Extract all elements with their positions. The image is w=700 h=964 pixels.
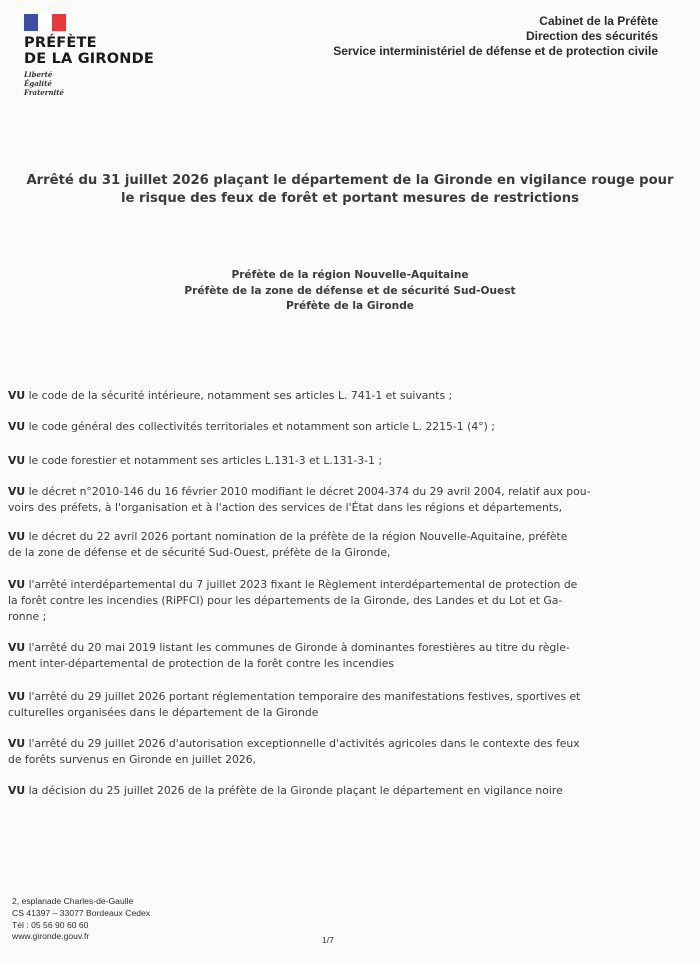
french-flag-icon [24,14,66,31]
consideration-text: de la zone de défense et de sécurité Sud-Ouest, préfète de la Gironde, [8,546,391,559]
consideration-8 [8,689,694,721]
motto-egalite: Égalité [24,79,52,88]
decree-title [12,172,688,208]
decree-title-line1: Arrêté du 31 juillet 2026 plaçant le département de la Gironde en vigilance rouge pour [26,173,674,188]
consideration-text: l'arrêté du 29 juillet 2026 d'autorisation exceptionnelle d'activités agricoles dans le contexte des feux [28,737,580,750]
consideration-text: l'arrêté interdépartemental du 7 juillet 2023 fixant le Règlement interdépartemental de protection de [28,578,578,591]
authority-region: Préfète de la région Nouvelle-Aquitaine [231,269,469,281]
consideration-7 [8,640,694,672]
consideration-text: ment inter-départemental de protection de la forêt contre les incendies [8,657,394,670]
consideration-text: voirs des préfets, à l'organisation et à l'action des services de l'État dans les régions et départements, [8,501,563,514]
vu-keyword: VU [8,784,26,797]
decree-title-line2: le risque des feux de forêt et portant mesures de restrictions [120,191,580,206]
consideration-5 [8,529,694,561]
vu-keyword: VU [8,389,26,402]
flag-blue-band [24,14,38,31]
service-line-direction: Direction des sécurités [525,29,658,43]
logo-title-line1: PRÉFÈTE [24,35,97,51]
consideration-10 [8,783,694,799]
footer-postal: CS 41397 – 33077 Bordeaux Cedex [12,907,151,918]
vu-keyword: VU [8,737,26,750]
motto-liberte: Liberté [24,70,53,79]
logo-title-line2: DE LA GIRONDE [24,51,154,67]
consideration-1 [8,388,694,404]
footer-phone: Tél : 05 56 90 60 60 [12,919,89,930]
footer-address [12,896,150,943]
consideration-9 [8,736,694,768]
consideration-3 [8,453,694,469]
consideration-4 [8,484,694,516]
flag-white-band [38,14,52,31]
consideration-text: le code général des collectivités territoriales et notamment son article L. 2215-1 (4°) ; [28,420,495,433]
vu-keyword: VU [8,454,26,467]
consideration-text: le code de la sécurité intérieure, notamment ses articles L. 741-1 et suivants ; [28,389,453,402]
consideration-text: le code forestier et notamment ses articles L.131-3 et L.131-3-1 ; [28,454,382,467]
consideration-text: la forêt contre les incendies (RiPFCI) pour les départements de la Gironde, des Landes et du Lot et Ga- [8,594,563,607]
service-line-cabinet: Cabinet de la Préfète [539,14,658,28]
motto-fraternite: Fraternité [24,88,64,97]
page-number: 1/7 [322,935,334,945]
vu-keyword: VU [8,485,26,498]
consideration-text: l'arrêté du 20 mai 2019 listant les communes de Gironde à dominantes forestières au titre du règle- [28,641,570,654]
vu-keyword: VU [8,420,26,433]
consideration-2 [8,419,694,435]
consideration-text: le décret du 22 avril 2026 portant nomination de la préfète de la région Nouvelle-Aquitaine, préfète [28,530,568,543]
vu-keyword: VU [8,641,26,654]
issuing-service [333,14,658,59]
service-line-siracedpc: Service interministériel de défense et de protection civile [333,44,658,58]
consideration-text: l'arrêté du 29 juillet 2026 portant réglementation temporaire des manifestations festives, sportives et [28,690,581,703]
authority-zone: Préfète de la zone de défense et de sécurité Sud-Ouest [184,284,516,297]
consideration-6 [8,577,694,625]
flag-red-band [52,14,66,31]
consideration-text: culturelles organisées dans le département de la Gironde [8,706,319,719]
logo-title [24,35,184,67]
vu-keyword: VU [8,530,26,543]
consideration-text: ronne ; [8,610,47,623]
republic-motto [24,70,184,97]
issuing-authorities [50,268,650,315]
consideration-text: la décision du 25 juillet 2026 de la préfète de la Gironde plaçant le département en vigilance noire [28,784,563,797]
authority-department: Préfète de la Gironde [286,300,414,312]
footer-street: 2, esplanade Charles-de-Gaulle [12,896,134,906]
consideration-text: de forêts survenus en Gironde en juillet 2026, [8,753,256,766]
footer-website: www.gironde.gouv.fr [12,931,90,942]
vu-keyword: VU [8,578,26,591]
vu-keyword: VU [8,690,26,703]
prefecture-logo [24,14,184,97]
consideration-text: le décret n°2010-146 du 16 février 2010 modifiant le décret 2004-374 du 29 avril 2004, relatif aux pou- [28,485,591,498]
